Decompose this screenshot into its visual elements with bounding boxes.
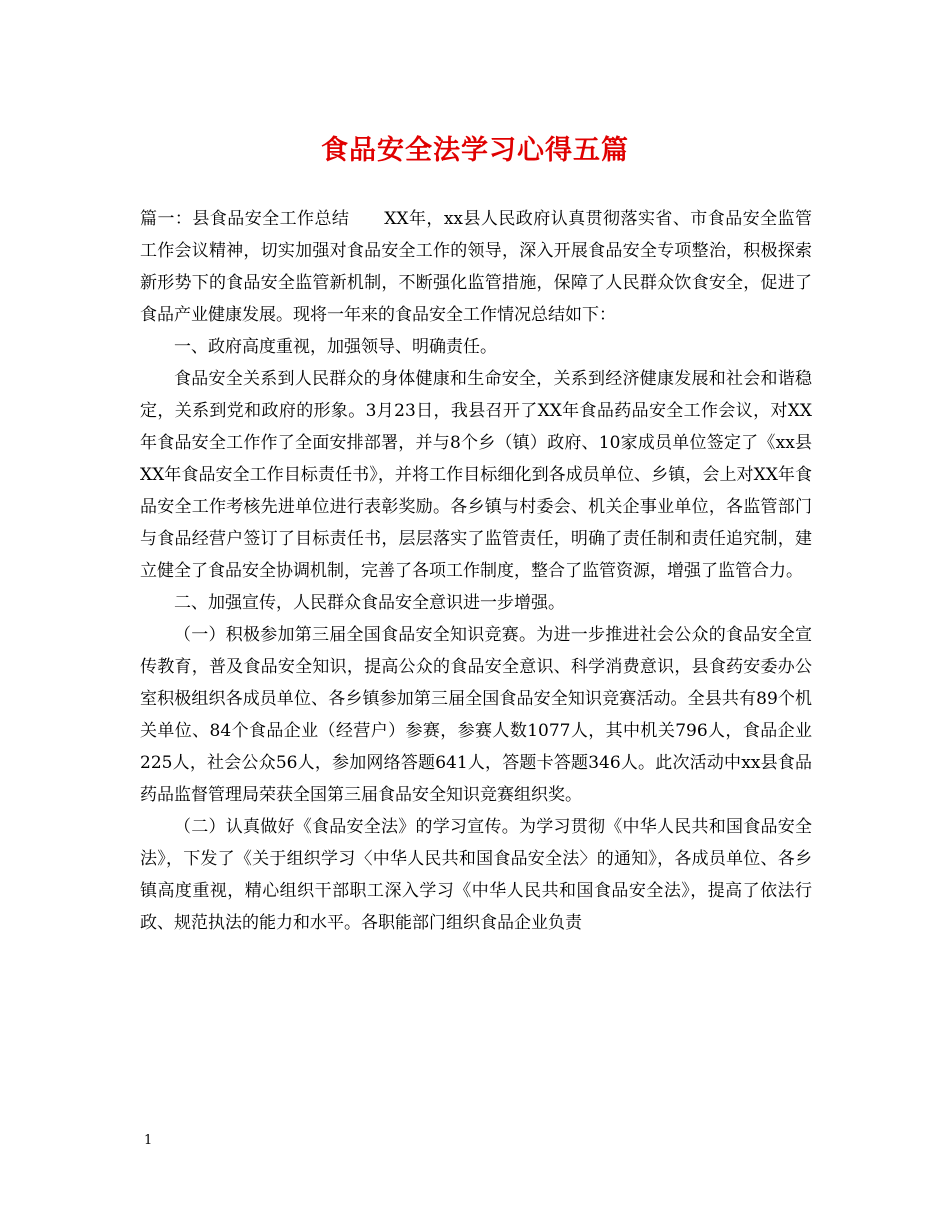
section-heading-2: 二、加强宣传，人民群众食品安全意识进一步增强。 (174, 593, 565, 613)
paragraph-section-1: 食品安全关系到人民群众的身体健康和生命安全，关系到经济健康发展和社会和谐稳定，关系到党和政府的形象。3月23日，我县召开了XX年食品药品安全工作会议，对XX年食品安全工作作了全面安排部署，并与8个乡（镇）政府、10家成员单位签定了《xx县XX年食品安全工作目标责任书》，并将工作目标细化到各成员单位、乡镇，会上对XX年食品安全工作考核先进单位进行表彰奖励。各乡镇与村委会、机关企事业单位，各监管部门与食品经营户签订了目标责任书，层层落实了监管责任，明确了责任制和责任追究制，建立健全了食品安全协调机制，完善了各项工作制度，整合了监管资源，增强了监管合力。 (140, 369, 812, 581)
document-title: 食品安全法学习心得五篇 (321, 135, 629, 166)
paragraph-intro: 篇一：县食品安全工作总结 XX年，xx县人民政府认真贯彻落实省、市食品安全监管工作会议精神，切实加强对食品安全工作的领导，深入开展食品安全专项整治，积极探索新形势下的食品安全监管新机制，不断强化监管措施，保障了人民群众饮食安全，促进了食品产业健康发展。现将一年来的食品安全工作情况总结如下： (140, 209, 812, 325)
paragraph-subsection-1: （一）积极参加第三届全国食品安全知识竞赛。为进一步推进社会公众的食品安全宣传教育，普及食品安全知识，提高公众的食品安全意识、科学消费意识，县食药安委办公室积极组织各成员单位、各乡镇参加第三届全国食品安全知识竞赛活动。全县共有89个机关单位、84个食品企业（经营户）参赛，参赛人数1077人，其中机关796人，食品企业225人，社会公众56人，参加网络答题641人，答题卡答题346人。此次活动中xx县食品药品监督管理局荣获全国第三届食品安全知识竞赛组织奖。 (140, 625, 812, 805)
section-heading-1: 一、政府高度重视，加强领导、明确责任。 (174, 337, 497, 357)
paragraph-subsection-2: （二）认真做好《食品安全法》的学习宣传。为学习贯彻《中华人民共和国食品安全法》，下发了《关于组织学习〈中华人民共和国食品安全法〉的通知》，各成员单位、各乡镇高度重视，精心组织干部职工深入学习《中华人民共和国食品安全法》，提高了依法行政、规范执法的能力和水平。各职能部门组织食品企业负责 (140, 817, 812, 933)
document-body (140, 203, 812, 939)
page-number: 1 (144, 1133, 153, 1148)
